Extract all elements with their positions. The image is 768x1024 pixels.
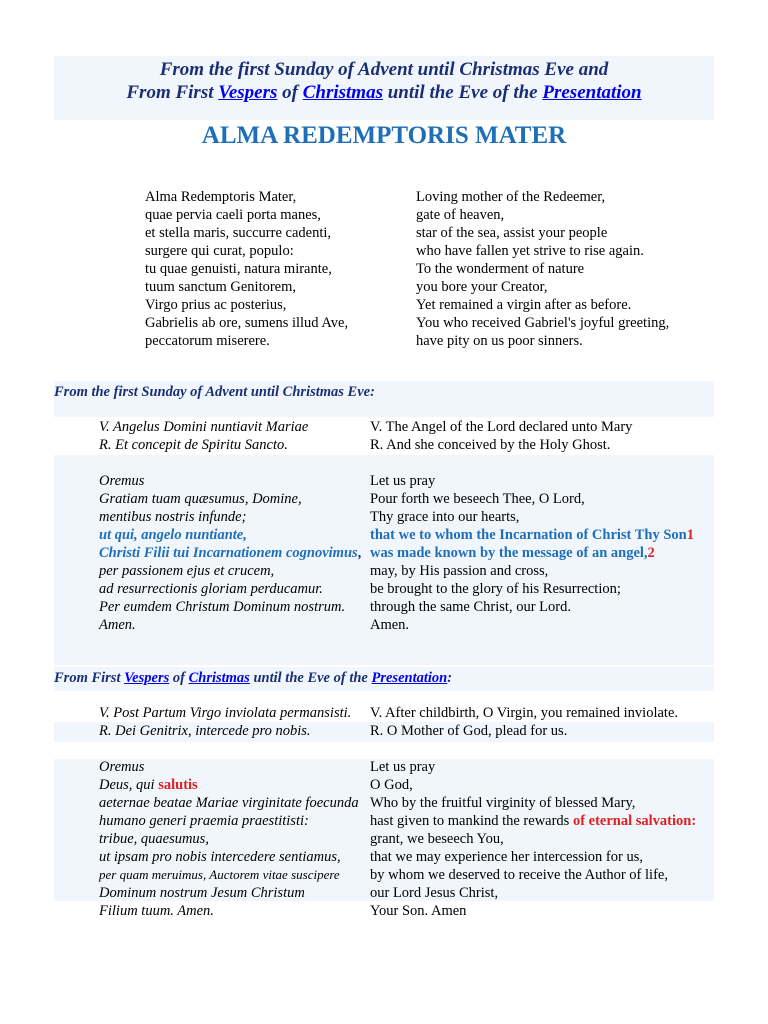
hymn-latin-line: Virgo prius ac posterius,: [145, 297, 287, 313]
footnote-marker[interactable]: 2: [647, 545, 655, 561]
hymn-english-line: To the wonderment of nature: [416, 261, 585, 277]
christmas-prayer-latin: Filium tuum. Amen.: [99, 903, 214, 919]
hymn-english-line: You who received Gabriel's joyful greeting,: [416, 315, 670, 331]
advent-prayer-latin: ad resurrectionis gloriam perducamur.: [99, 581, 323, 597]
christmas-versicle-latin: V. Post Partum Virgo inviolata permansisti.: [99, 705, 352, 721]
hymn-english: [416, 188, 669, 350]
advent-versicle-english: V. The Angel of the Lord declared unto Mary: [370, 419, 633, 435]
advent-prayer-english-highlight: [370, 526, 694, 544]
hymn-english-line: you bore your Creator,: [416, 279, 548, 295]
hymn-latin-line: et stella maris, succurre cadenti,: [145, 225, 332, 241]
advent-prayer-english: Pour forth we beseech Thee, O Lord,: [370, 491, 585, 507]
advent-response-english: R. And she conceived by the Holy Ghost.: [370, 437, 611, 453]
advent-heading: From the first Sunday of Advent until Christmas Eve:: [54, 384, 375, 400]
vespers-link[interactable]: Vespers: [218, 82, 278, 103]
christmas-response-latin: R. Dei Genitrix, intercede pro nobis.: [99, 723, 311, 739]
advent-oremus-english: Let us pray: [370, 473, 436, 489]
header-line-2-pre: From First: [126, 82, 219, 103]
christmas-oremus-english: Let us pray: [370, 759, 436, 775]
hymn-latin-line: tu quae genuisti, natura mirante,: [145, 261, 332, 277]
hymn-english-line: gate of heaven,: [416, 207, 505, 223]
hymn-english-line: have pity on us poor sinners.: [416, 333, 583, 349]
footnote-marker[interactable]: 1: [686, 527, 694, 543]
advent-prayer-english-highlight: [370, 544, 655, 562]
advent-prayer-latin-highlight: [99, 544, 361, 562]
advent-prayer-english: be brought to the glory of his Resurrection;: [370, 581, 621, 597]
header-line-2-mid: until the Eve of the: [382, 82, 543, 103]
christmas-prayer-latin: tribue, quaesumus,: [99, 831, 209, 847]
christmas-prayer-latin: aeternae beatae Mariae virginitate foecunda: [99, 795, 359, 811]
hymn-latin-line: surgere qui curat, populo:: [145, 243, 294, 259]
advent-prayer-english: may, by His passion and cross,: [370, 563, 549, 579]
christmas-response-english: R. O Mother of God, plead for us.: [370, 723, 568, 739]
hymn-latin-line: quae pervia caeli porta manes,: [145, 207, 321, 223]
english-highlight: of eternal salvation:: [572, 813, 697, 829]
christmas-prayer-english: [370, 812, 696, 830]
christmas-prayer-latin: ut ipsam pro nobis intercedere sentiamus,: [99, 849, 341, 865]
header-line-1: [54, 58, 714, 81]
english-text: hast given to mankind the rewards: [370, 813, 573, 829]
advent-bottom-band: [54, 635, 714, 665]
header-line-2: [54, 81, 714, 104]
christmas-oremus-latin: Oremus: [99, 759, 145, 775]
christmas-prayer-english: by whom we deserved to receive the Author of life,: [370, 867, 668, 883]
advent-prayer-latin: Per eumdem Christum Dominum nostrum.: [99, 599, 346, 615]
christmas-prayer-english: Your Son. Amen: [370, 903, 467, 919]
advent-oremus-latin: Oremus: [99, 473, 145, 489]
christmas-versicle-english: V. After childbirth, O Virgin, you remained inviolate.: [370, 705, 679, 721]
highlight-text: that we to whom the Incarnation of Christ Thy Son: [370, 527, 687, 543]
christmas-prayer-latin: Dominum nostrum Jesum Christum: [99, 885, 305, 901]
christmas-prayer-english: our Lord Jesus Christ,: [370, 885, 499, 901]
christmas-heading-end: :: [447, 670, 453, 686]
hymn-latin-line: tuum sanctum Genitorem,: [145, 279, 297, 295]
christmas-prayer-latin: humano generi praemia praestitisti:: [99, 813, 309, 829]
hymn-latin-line: Alma Redemptoris Mater,: [145, 189, 297, 205]
latin-highlight: salutis: [158, 777, 198, 793]
presentation-link[interactable]: Presentation: [371, 670, 448, 686]
advent-prayer-latin: Gratiam tuam quæsumus, Domine,: [99, 491, 302, 507]
hymn-english-line: star of the sea, assist your people: [416, 225, 608, 241]
advent-prayer-latin: per passionem ejus et crucem,: [99, 563, 275, 579]
hymn-english-line: who have fallen yet strive to rise again.: [416, 243, 644, 259]
header-line-2-of: of: [277, 82, 303, 103]
christmas-heading-of: of: [169, 670, 189, 686]
christmas-prayer-english: Who by the fruitful virginity of blessed Mary,: [370, 795, 636, 811]
advent-prayer-latin-highlight: ut qui, angelo nuntiante,: [99, 527, 247, 543]
advent-prayer-english: Thy grace into our hearts,: [370, 509, 520, 525]
christmas-prayer-latin: [99, 776, 198, 794]
advent-amen-english: Amen.: [370, 617, 410, 633]
advent-amen-latin: Amen.: [99, 617, 136, 633]
page-title: ALMA REDEMPTORIS MATER: [201, 122, 567, 149]
christmas-link[interactable]: Christmas: [302, 82, 383, 103]
hymn-latin-line: Gabrielis ab ore, sumens illud Ave,: [145, 315, 349, 331]
advent-response-latin: R. Et concepit de Spiritu Sancto.: [99, 437, 288, 453]
hymn-latin: [145, 188, 348, 350]
latin-text: Deus, qui: [99, 777, 159, 793]
hymn-english-line: Loving mother of the Redeemer,: [416, 189, 606, 205]
advent-prayer-english: through the same Christ, our Lord.: [370, 599, 571, 615]
christmas-heading-mid: until the Eve of the: [249, 670, 372, 686]
highlight-text: was made known by the message of an angel,: [370, 545, 648, 561]
header-line-1-text: From the first Sunday of Advent until Christmas Eve and: [159, 59, 609, 80]
presentation-link[interactable]: Presentation: [542, 82, 642, 103]
christmas-prayer-english: grant, we beseech You,: [370, 831, 504, 847]
christmas-prayer-english: that we may experience her intercession for us,: [370, 849, 643, 865]
advent-versicle-latin: V. Angelus Domini nuntiavit Mariae: [99, 419, 309, 435]
advent-prayer-latin: mentibus nostris infunde;: [99, 509, 247, 525]
comma: ,: [357, 545, 362, 561]
christmas-prayer-latin: per quam meruimus, Auctorem vitae suscipere: [99, 867, 340, 882]
christmas-prayer-english: O God,: [370, 777, 413, 793]
highlight-text: Christi Filii tui Incarnationem cognovimus: [99, 545, 358, 561]
christmas-heading: [54, 670, 452, 687]
christmas-heading-pre: From First: [54, 670, 125, 686]
christmas-link[interactable]: Christmas: [188, 670, 250, 686]
vespers-link[interactable]: Vespers: [124, 670, 170, 686]
hymn-latin-line: peccatorum miserere.: [145, 333, 270, 349]
hymn-english-line: Yet remained a virgin after as before.: [416, 297, 632, 313]
